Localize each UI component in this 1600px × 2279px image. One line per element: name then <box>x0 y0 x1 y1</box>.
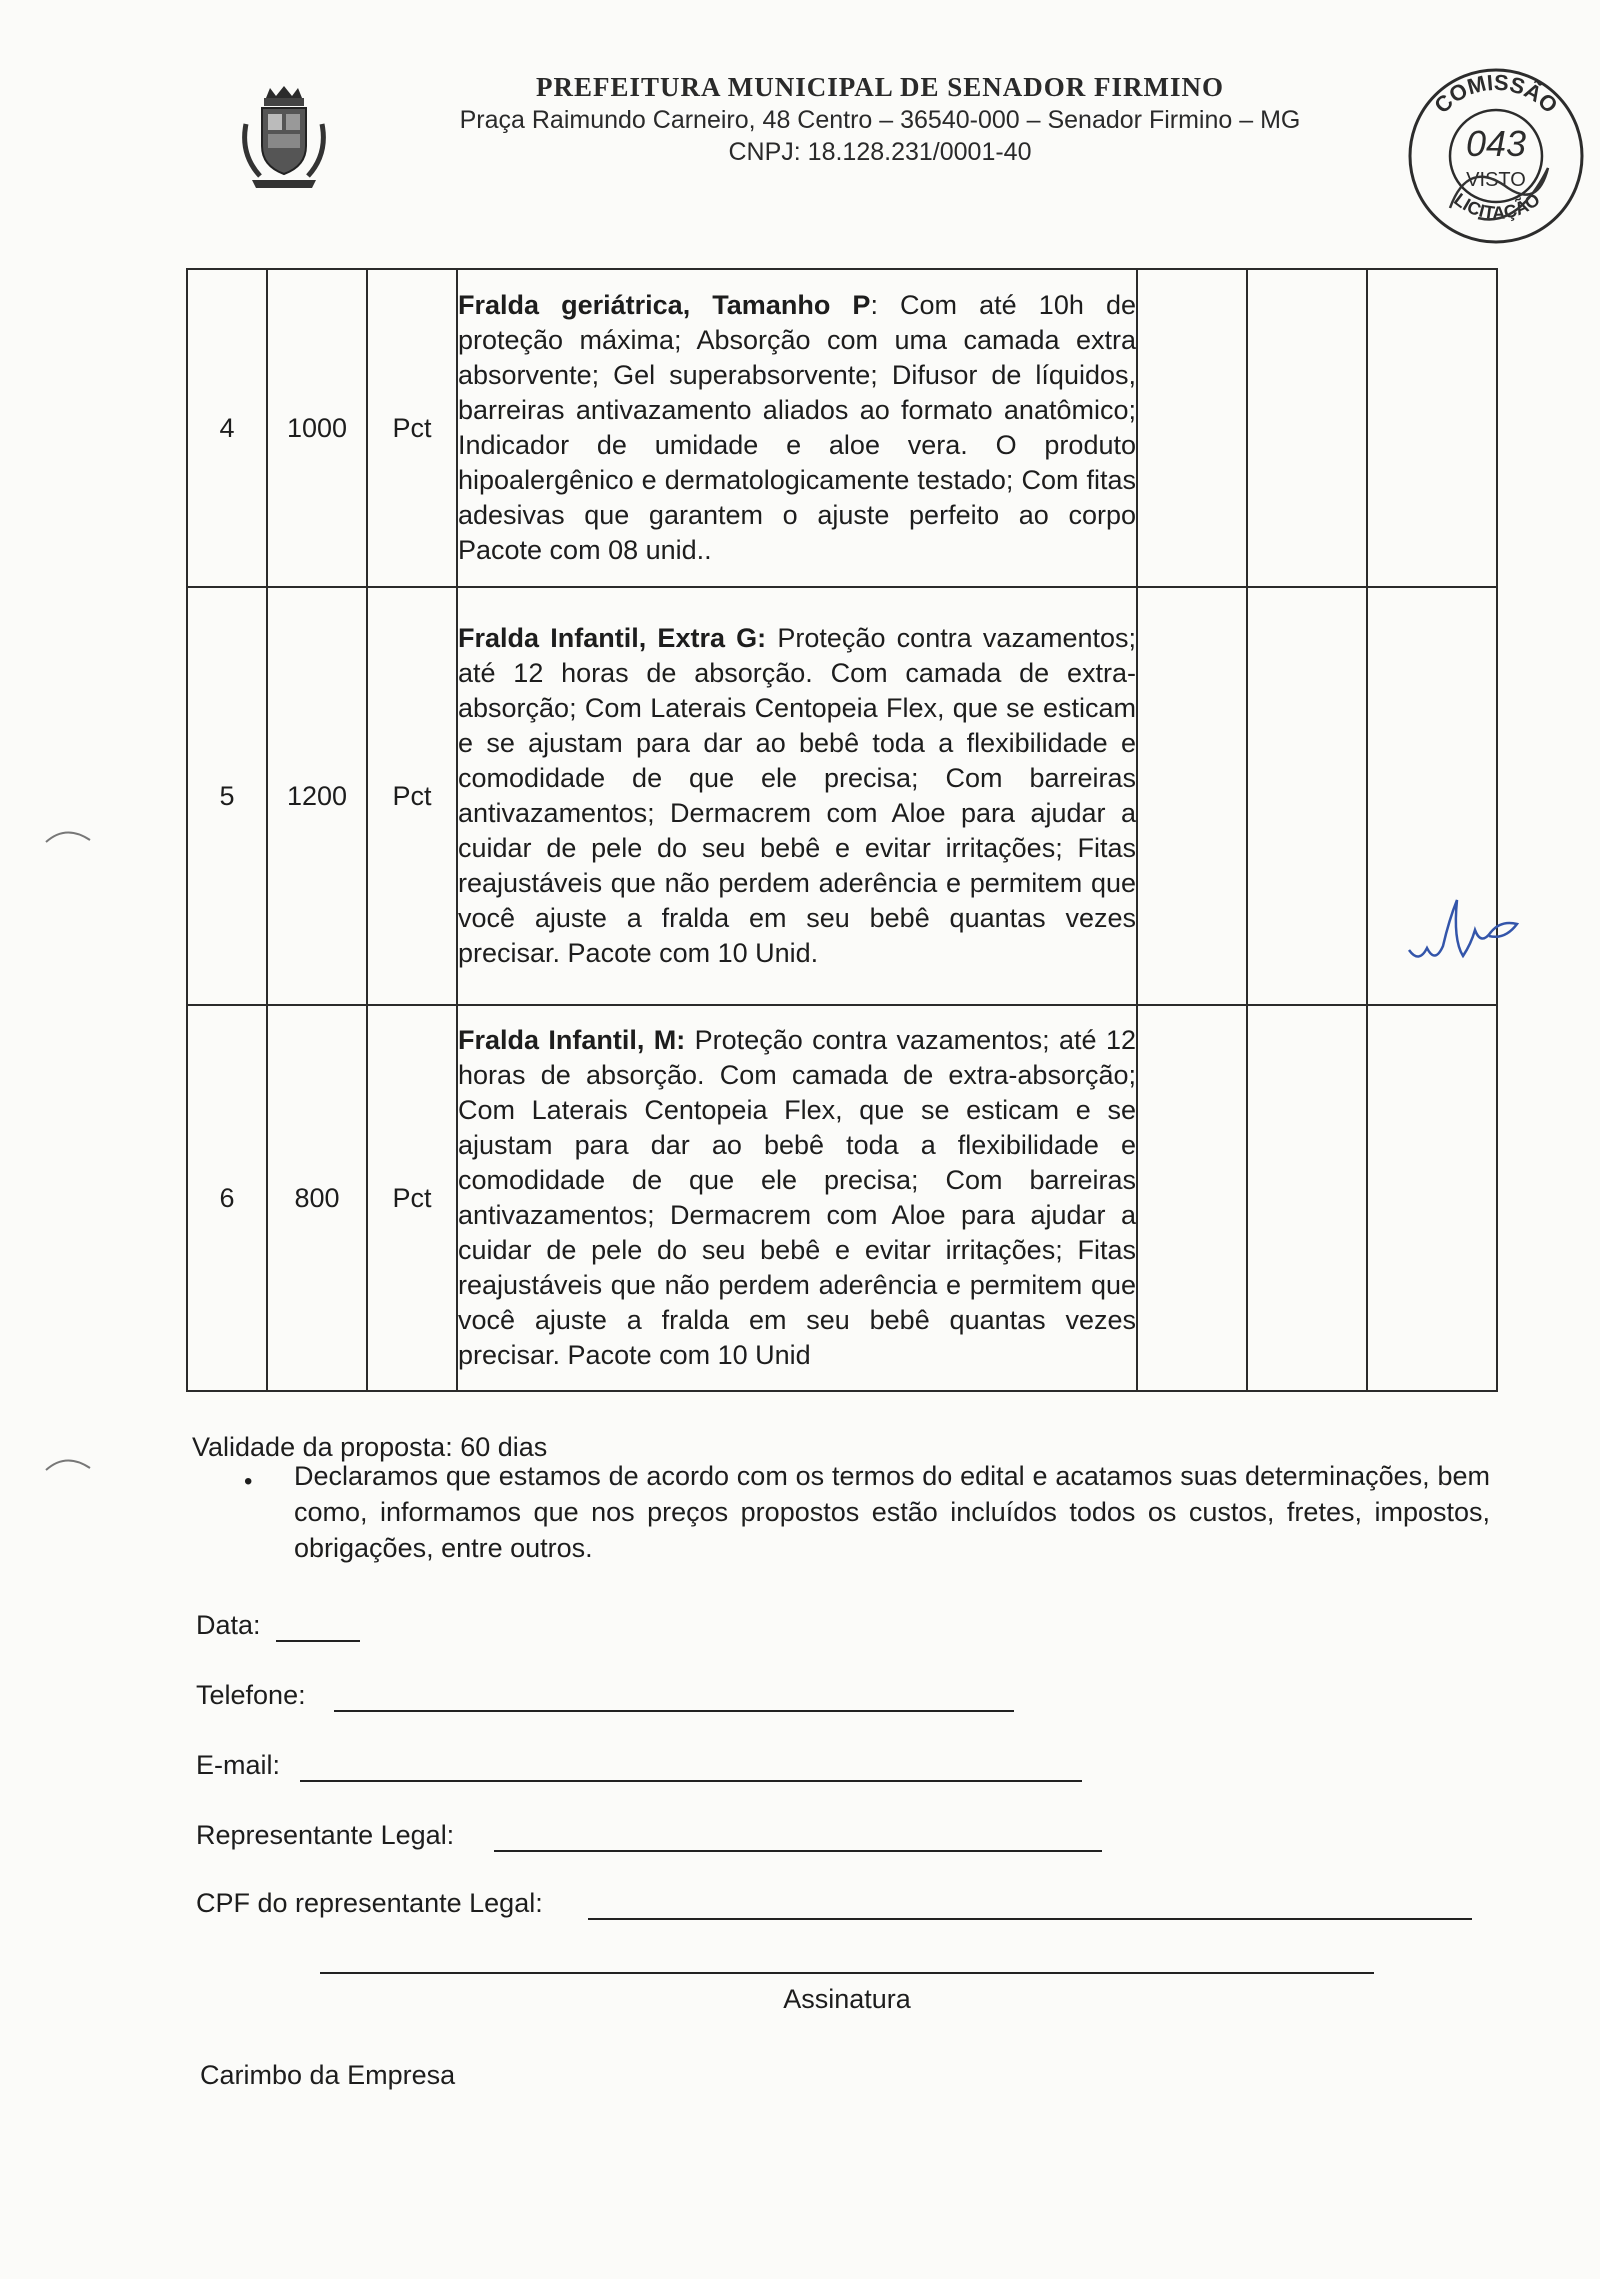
item-quantity: 800 <box>267 1005 367 1391</box>
item-product-name: Fralda Infantil, Extra G: <box>458 623 767 653</box>
stamp-visto: VISTO <box>1466 169 1526 191</box>
unit-price-cell[interactable] <box>1137 587 1247 1005</box>
margin-mark-icon <box>40 820 100 850</box>
item-quantity: 1000 <box>267 269 367 587</box>
item-description <box>457 587 1137 1005</box>
legal-representative-label: Representante Legal: <box>196 1820 455 1850</box>
item-description-text: : Com até 10h de proteção máxima; Absorção com uma camada extra absorvente; Gel superabsorvente; Difusor de líquidos, barreiras antivazamento aliados ao formato anatômico; Indicador de umidade e aloe vera. O produto hipoalergênico e dermatologicamente testado; Com fitas adesivas que garantem o ajuste perfeito ao corpo Pacote com 08 unid.. <box>458 290 1136 565</box>
email-label: E-mail: <box>196 1750 281 1780</box>
brand-cell[interactable] <box>1247 1005 1367 1391</box>
stamp-text-bottom: LICITAÇÃO <box>1450 189 1544 223</box>
date-label: Data: <box>196 1610 261 1640</box>
item-description-text: Proteção contra vazamentos; até 12 horas de absorção. Com camada de extra-absorção; Com Laterais Centopeia Flex, que se esticam e se ajustam para dar ao bebê toda a flexibilidade e comodidade de que ele precisa; Com barreiras antivazamentos; Dermacrem com Aloe para ajudar a cuidar de pele do seu bebê e evitar irritações; Fitas reajustáveis que não perdem aderência e permitem que você ajuste a fralda em seu bebê quantas vezes precisar. Pacote com 10 Unid <box>458 1025 1136 1370</box>
item-product-name: Fralda geriátrica, Tamanho P <box>458 290 871 320</box>
item-unit: Pct <box>367 587 457 1005</box>
table-row <box>187 269 1497 587</box>
commission-stamp <box>1398 58 1594 248</box>
email-field[interactable] <box>300 1780 1082 1782</box>
item-description <box>457 269 1137 587</box>
unit-price-cell[interactable] <box>1137 269 1247 587</box>
item-number: 5 <box>187 587 267 1005</box>
brand-cell[interactable] <box>1247 587 1367 1005</box>
brand-cell[interactable] <box>1247 269 1367 587</box>
item-description-text: Proteção contra vazamentos; até 12 horas de absorção. Com camada de extra-absorção; Com Laterais Centopeia Flex, que se esticam e se ajustam para dar ao bebê toda a flexibilidade e comodidade de que ele precisa; Com barreiras antivazamentos; Dermacrem com Aloe para ajudar a cuidar de pele do seu bebê e evitar irritações; Fitas reajustáveis que não perdem aderência e permitem que você ajuste a fralda em seu bebê quantas vezes precisar. Pacote com 10 Unid. <box>458 623 1136 968</box>
margin-mark-icon <box>40 1448 100 1478</box>
phone-label: Telefone: <box>196 1680 306 1710</box>
date-field[interactable] <box>276 1640 360 1642</box>
representative-cpf-label: CPF do representante Legal: <box>196 1888 543 1918</box>
item-number: 4 <box>187 269 267 587</box>
proposal-validity: Validade da proposta: 60 dias <box>192 1432 548 1462</box>
item-number: 6 <box>187 1005 267 1391</box>
representative-cpf-field[interactable] <box>588 1918 1472 1920</box>
signature-line[interactable] <box>320 1972 1374 1974</box>
declaration-text: Declaramos que estamos de acordo com os termos do edital e acatamos suas determinações, bem como, informamos que nos preços propostos estão incluídos todos os custos, fretes, impostos, obrigações, entre outros. <box>294 1461 1490 1563</box>
stamp-text-top: COMISSÃO <box>1429 69 1563 119</box>
signature-label: Assinatura <box>783 1984 911 2014</box>
item-product-name: Fralda Infantil, M: <box>458 1025 686 1055</box>
phone-field[interactable] <box>334 1710 1014 1712</box>
company-stamp-label: Carimbo da Empresa <box>200 2060 456 2090</box>
item-quantity: 1200 <box>267 587 367 1005</box>
item-unit: Pct <box>367 1005 457 1391</box>
unit-price-cell[interactable] <box>1137 1005 1247 1391</box>
legal-representative-field[interactable] <box>494 1850 1102 1852</box>
header-cnpj: CNPJ: 18.128.231/0001-40 <box>728 138 1032 166</box>
header-address: Praça Raimundo Carneiro, 48 Centro – 36540-000 – Senador Firmino – MG <box>459 106 1301 134</box>
total-price-cell[interactable] <box>1367 1005 1497 1391</box>
header-title: PREFEITURA MUNICIPAL DE SENADOR FIRMINO <box>535 72 1225 102</box>
handwritten-rubric-icon <box>1405 860 1525 980</box>
table-row <box>187 587 1497 1005</box>
stamp-number: 043 <box>1465 123 1527 164</box>
item-unit: Pct <box>367 269 457 587</box>
items-table <box>186 268 1498 1392</box>
bullet: • <box>244 1468 253 1495</box>
item-description <box>457 1005 1137 1391</box>
total-price-cell[interactable] <box>1367 269 1497 587</box>
table-row <box>187 1005 1497 1391</box>
